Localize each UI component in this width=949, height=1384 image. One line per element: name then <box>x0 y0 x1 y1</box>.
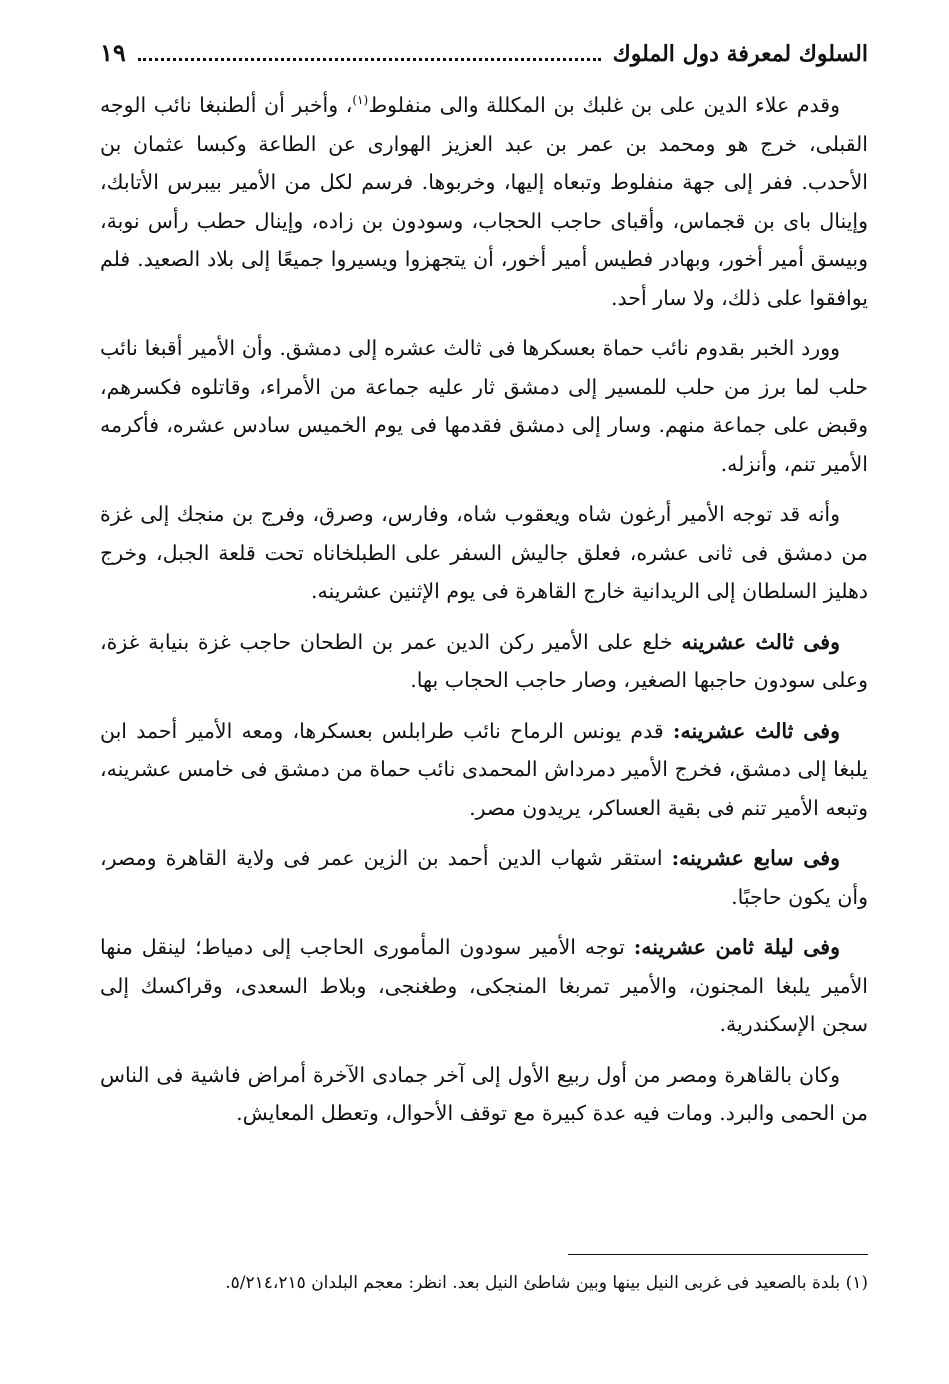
running-header <box>100 38 868 86</box>
paragraph <box>100 928 868 1044</box>
main-text <box>100 86 868 1133</box>
paragraph-lead: وفى ثالث عشرينه <box>681 629 840 654</box>
paragraph <box>100 329 868 483</box>
paragraph <box>100 1056 868 1133</box>
header-dot-leader <box>138 58 601 61</box>
footnote-text: بلدة بالصعيد فى غربى النيل بينها وبين شاطئ النيل بعد. انظر: معجم البلدان ٥/٢١٤،٢١٥. <box>225 1273 841 1293</box>
paragraph-text: خلع على الأمير ركن الدين عمر بن الطحان حاجب غزة بنيابة غزة، وعلى سودون حاجبها الصغير، وصار حاجب الحجاب بها. <box>100 629 868 692</box>
paragraph-text: وأنه قد توجه الأمير أرغون شاه ويعقوب شاه، وفارس، وصرق، وفرج بن منجك إلى غزة من دمشق فى ثانى عشره، فعلق جاليش السفر على الطبلخاناه تحت قلعة الجبل، وخرج دهليز السلطان إلى الريدانية خارج القاهرة فى يوم الإثنين عشرينه. <box>100 502 868 603</box>
paragraph-text: ، وأخبر أن ألطنبغا نائب الوجه القبلى، خرج هو ومحمد بن عمر بن عبد العزيز الهوارى عن الطاعة وكبسا عثمان بن الأحدب. ففر إلى جهة منفلوط وتبعاه إليها، وخربوها. فرسم لكل من الأمير بيبرس الأتابك، وإينال باى بن قجماس، وأقباى حاجب الحجاب، وسودون بن زاده، وإينال حطب رأس نوبة، وبيسق أمير أخور، وبهادر فطيس أمير أخور، أن يتجهزوا ويسيروا جميعًا إلى بلاد الصعيد. فلم يوافقوا على ذلك، ولا سار أحد. <box>100 93 868 310</box>
footnote-marker: (١) <box>845 1273 868 1293</box>
book-title: السلوك لمعرفة دول الملوك <box>612 41 868 67</box>
page-number: ١٩ <box>100 38 126 67</box>
paragraph-text: وكان بالقاهرة ومصر من أول ربيع الأول إلى آخر جمادى الآخرة أمراض فاشية فى الناس من الحمى والبرد. ومات فيه عدة كبيرة مع توقف الأحوال، وتعطل المعايش. <box>100 1062 868 1125</box>
paragraph-lead: وفى سابع عشرينه: <box>671 846 841 870</box>
paragraph-text: قدم يونس الرماح نائب طرابلس بعسكرها، ومعه الأمير أحمد ابن يلبغا إلى دمشق، فخرج الأمير دمرداش المحمدى نائب حماة من دمشق فى خامس عشرينه، وتبعه الأمير تنم فى بقية العساكر، يريدون مصر. <box>100 718 868 820</box>
paragraph-text: وقدم علاء الدين على بن غلبك بن المكللة والى منفلوط <box>368 93 840 117</box>
footnotes <box>100 1266 868 1300</box>
footnote-separator <box>568 1254 868 1255</box>
paragraph <box>100 712 868 828</box>
paragraph <box>100 623 868 700</box>
footnote-reference: (١) <box>352 93 369 108</box>
paragraph <box>100 86 868 317</box>
paragraph-lead: وفى ليلة ثامن عشرينه: <box>633 935 840 959</box>
paragraph-lead: وفى ثالث عشرينه: <box>672 718 840 743</box>
paragraph-text: وورد الخبر بقدوم نائب حماة بعسكرها فى ثالث عشره إلى دمشق. وأن الأمير أقبغا نائب حلب لما برز من حلب للمسير إلى دمشق ثار عليه جماعة من الأمراء، وقاتلوه فكسرهم، وقبض على جماعة منهم. وسار إلى دمشق فقدمها فى يوم الخميس سادس عشره، فأكرمه الأمير تنم، وأنزله. <box>100 336 868 476</box>
paragraph-text: توجه الأمير سودون المأمورى الحاجب إلى دمياط؛ لينقل منها الأمير يلبغا المجنون، والأمير تمربغا المنجكى، وطغنجى، وبلاط السعدى، وقراكسك إلى سجن الإسكندرية. <box>100 935 868 1036</box>
paragraph-text: استقر شهاب الدين أحمد بن الزين عمر فى ولاية القاهرة ومصر، وأن يكون حاجبًا. <box>100 846 868 909</box>
footnote <box>100 1266 868 1300</box>
paragraph <box>100 495 868 611</box>
paragraph <box>100 839 868 916</box>
book-page <box>100 38 868 1358</box>
